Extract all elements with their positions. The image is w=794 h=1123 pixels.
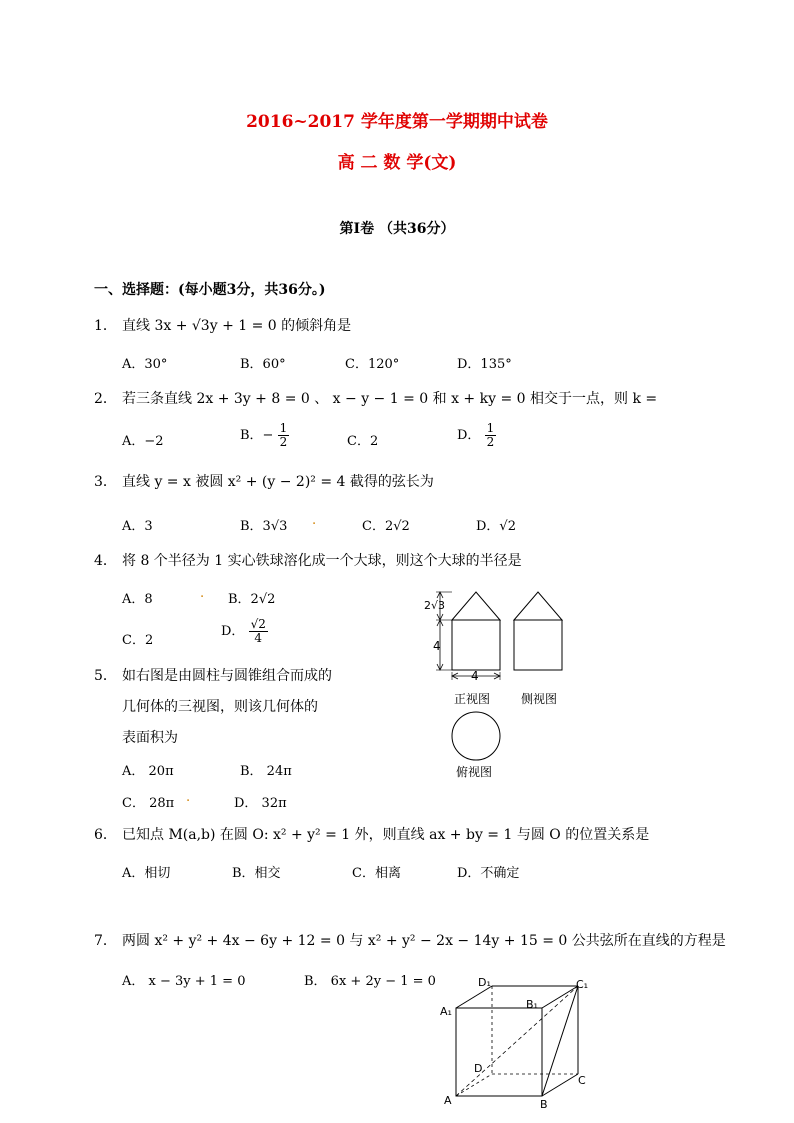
q5-option-c: C． 28π xyxy=(122,796,175,811)
frac-num: 1 xyxy=(486,421,495,435)
q6-option-d: D．不确定 xyxy=(457,866,520,881)
dim-4-horizontal: 4 xyxy=(471,669,479,683)
q4-option-c: C．2 xyxy=(122,633,154,648)
frac-den: 4 xyxy=(254,631,263,645)
question-5-stem-line-2: 几何体的三视图，则该几何体的 xyxy=(122,699,318,715)
q3-option-d: D．√2 xyxy=(476,519,516,534)
question-6-stem: 已知点 M(a,b) 在圆 O: x² + y² = 1 外，则直线 ax + by = 1 与圆 O 的位置关系是 xyxy=(122,827,650,843)
q3-option-b: B．3√3 xyxy=(240,519,288,534)
q4-option-d-fraction xyxy=(249,618,268,645)
question-7-stem: 两圆 x² + y² + 4x − 6y + 12 = 0 与 x² + y² − 2x − 14y + 15 = 0 公共弦所在直线的方程是 xyxy=(122,933,726,949)
q2-option-d-fraction xyxy=(485,422,497,449)
q3-option-c: C．2√2 xyxy=(362,519,410,534)
q1-option-b: B．60° xyxy=(240,357,286,372)
question-5-stem-line-1: 如右图是由圆柱与圆锥组合而成的 xyxy=(122,668,332,684)
q1-option-a: A．30° xyxy=(122,357,168,372)
question-5-number: 5． xyxy=(94,668,117,684)
q7-option-b: B． 6x + 2y − 1 = 0 xyxy=(304,974,436,989)
dim-4-vertical: 4 xyxy=(433,639,441,653)
question-3-number: 3． xyxy=(94,474,117,490)
q6-option-b: B．相交 xyxy=(232,866,281,881)
q5-option-d: D． 32π xyxy=(234,796,287,811)
label-D: D xyxy=(474,1062,483,1075)
cube-figure xyxy=(436,974,596,1114)
label-B: B xyxy=(540,1098,548,1111)
top-view-label: 俯视图 xyxy=(456,765,493,779)
dim-2sqrt3: 2√3 xyxy=(424,599,446,612)
label-C: C xyxy=(578,1074,586,1087)
q7-option-a: A． x − 3y + 1 = 0 xyxy=(122,974,246,989)
part-heading: 第Ⅰ卷 （共36分） xyxy=(339,221,455,237)
label-B1: B₁ xyxy=(526,998,538,1011)
q2-option-d-label: D． xyxy=(457,428,481,443)
frac-num: 1 xyxy=(279,421,288,435)
exam-title: 2016~2017 学年度第一学期期中试卷 xyxy=(246,112,548,132)
frac-num: √2 xyxy=(250,617,266,631)
exam-subtitle: 高 二 数 学(文) xyxy=(337,153,457,173)
q2-option-b-label: B．− xyxy=(240,428,274,443)
q3-option-a: A．3 xyxy=(122,519,153,534)
frac-den: 2 xyxy=(279,435,288,449)
q2-option-b-fraction xyxy=(278,422,290,449)
side-view-label: 侧视图 xyxy=(521,692,558,706)
question-5-stem-line-3: 表面积为 xyxy=(122,730,178,746)
label-A1: A₁ xyxy=(440,1005,452,1018)
q2-option-c: C．2 xyxy=(347,434,379,449)
question-2-number: 2． xyxy=(94,391,117,407)
question-2-stem: 若三条直线 2x + 3y + 8 = 0 、 x − y − 1 = 0 和 x + ky = 0 相交于一点，则 k = xyxy=(122,391,658,407)
front-view-label: 正视图 xyxy=(454,692,491,706)
q4-option-d xyxy=(221,618,268,645)
question-6-number: 6． xyxy=(94,827,117,843)
q6-option-c: C．相离 xyxy=(352,866,401,881)
question-1-stem: 直线 3x + √3y + 1 = 0 的倾斜角是 xyxy=(122,318,352,334)
frac-den: 2 xyxy=(486,435,495,449)
q1-option-d: D．135° xyxy=(457,357,512,372)
q6-option-a: A．相切 xyxy=(122,866,171,881)
question-4-stem: 将 8 个半径为 1 实心铁球溶化成一个大球，则这个大球的半径是 xyxy=(122,553,522,569)
q5-option-b: B． 24π xyxy=(240,764,292,779)
q1-option-c: C．120° xyxy=(345,357,400,372)
q4-option-d-label: D． xyxy=(221,624,245,639)
section-heading: 一、选择题：(每小题3分，共36分。) xyxy=(94,282,326,298)
stray-dot: . xyxy=(312,513,317,528)
label-C1: C₁ xyxy=(576,978,589,991)
three-view-figure xyxy=(418,584,588,784)
q4-option-a: A．8 xyxy=(122,592,153,607)
q5-option-a: A． 20π xyxy=(122,764,174,779)
q2-option-a: A．−2 xyxy=(122,434,164,449)
question-7-number: 7． xyxy=(94,933,117,949)
q2-option-d xyxy=(457,422,496,449)
q4-option-b: B．2√2 xyxy=(228,592,276,607)
label-D1: D₁ xyxy=(478,976,491,989)
question-4-number: 4． xyxy=(94,553,117,569)
stray-dot: . xyxy=(186,790,191,805)
label-A: A xyxy=(444,1094,452,1107)
stray-dot: . xyxy=(200,586,205,601)
q2-option-b xyxy=(240,422,289,449)
question-3-stem: 直线 y = x 被圆 x² + (y − 2)² = 4 截得的弦长为 xyxy=(122,474,434,490)
question-1-number: 1． xyxy=(94,318,117,334)
